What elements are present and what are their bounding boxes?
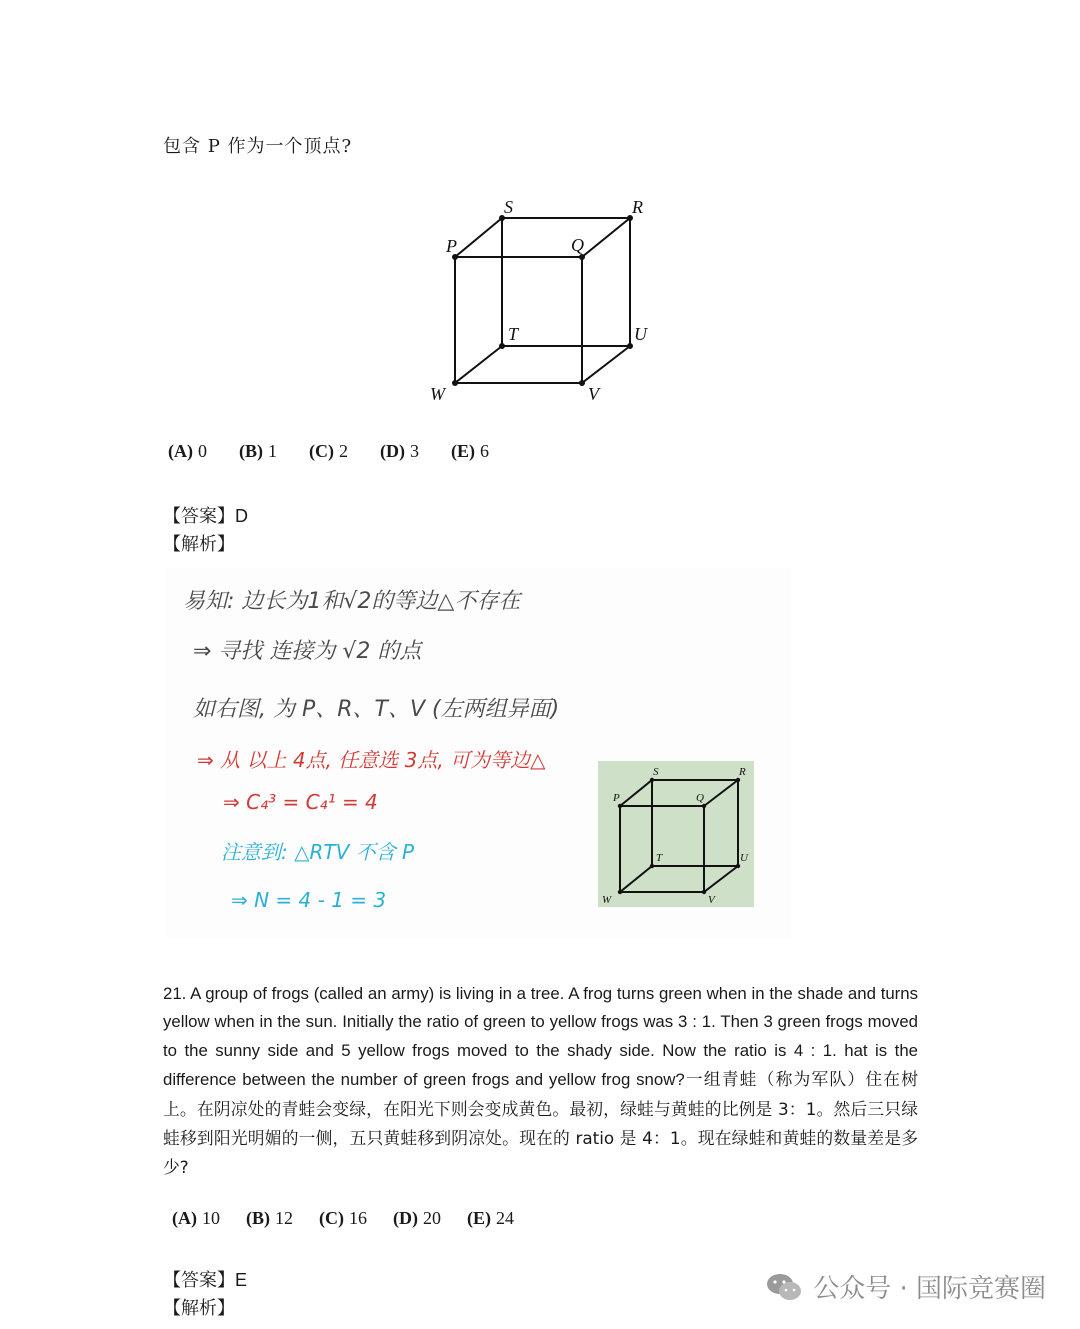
- cube-diagram: [420, 190, 660, 410]
- q21-answer: [163, 1266, 247, 1292]
- q20-analysis-label: 【解析】: [163, 534, 235, 555]
- small-label-w: W: [602, 894, 612, 906]
- q21-text-cn: 一组青蛙（称为军队）住在树上。在阴凉处的青蛙会变绿，在阳光下则会变成黄色。最初，绿蛙与黄蛙的比例是 3：1。然后三只绿蛙移到阳光明媚的一侧，五只黄蛙移到阴凉处。现在的 ratio 是 4：1。现在绿蛙和黄蛙的数量差是多少?: [163, 1069, 918, 1178]
- choice-c[interactable]: (C) 2: [309, 441, 348, 461]
- label-t: T: [508, 324, 519, 344]
- handwritten-solution: [165, 568, 791, 938]
- answer-label: 【答案】: [163, 506, 235, 527]
- note-line-3: 如右图, 为 P、R、T、V (左两组异面): [193, 697, 560, 722]
- wechat-icon: [765, 1272, 803, 1302]
- question-21-text: [163, 980, 918, 1183]
- small-label-r: R: [739, 766, 746, 778]
- q21-choices: [172, 1208, 540, 1229]
- note-line-4: ⇒ 从 以上 4点, 任意选 3点, 可为等边△: [197, 748, 546, 772]
- note-line-5: ⇒ C₄³ = C₄¹ = 4: [223, 790, 378, 814]
- small-label-q: Q: [696, 792, 704, 804]
- label-v: V: [588, 384, 599, 404]
- small-cube-diagram: [598, 761, 754, 907]
- watermark: [765, 1268, 1046, 1305]
- note-line-6: 注意到: △RTV 不含 P: [221, 840, 415, 864]
- label-w: W: [430, 384, 445, 404]
- choice-a[interactable]: (A) 0: [168, 441, 207, 461]
- vertex-w-dot: [452, 380, 458, 386]
- question-intro: 包含 P 作为一个顶点?: [163, 136, 353, 157]
- q21-choice-d[interactable]: (D) 20: [393, 1208, 441, 1228]
- q21-analysis-label: 【解析】: [163, 1298, 235, 1319]
- q21-text-en: 21. A group of frogs (called an army) is living in a tree. A frog turns green when in the shade and turns yellow when in the sun. Initially the ratio of green to yellow frogs was 3 : 1. Then 3 green frogs moved to the sunny side and 5 yellow frogs moved to the shady side. Now the ratio is 4 : 1. hat is the difference between the number of green frogs and yellow frog snow?: [163, 984, 918, 1090]
- q21-answer-label: 【答案】: [163, 1270, 235, 1291]
- choice-d[interactable]: (D) 3: [380, 441, 419, 461]
- q21-choice-a[interactable]: (A) 10: [172, 1208, 220, 1228]
- q20-choices: [168, 441, 521, 462]
- note-line-7: ⇒ N = 4 - 1 = 3: [231, 888, 387, 912]
- small-label-v: V: [708, 894, 715, 906]
- note-line-2: ⇒ 寻找 连接为 √2 的点: [193, 639, 422, 664]
- choice-e[interactable]: (E) 6: [451, 441, 489, 461]
- note-line-1: 易知: 边长为1和√2的等边△不存在: [183, 589, 521, 614]
- small-label-t: T: [656, 852, 663, 864]
- choice-b[interactable]: (B) 1: [239, 441, 277, 461]
- label-r: R: [632, 197, 643, 217]
- label-p: P: [446, 236, 457, 256]
- q20-answer: [163, 502, 248, 528]
- small-label-s: S: [653, 766, 659, 778]
- q21-choice-e[interactable]: (E) 24: [467, 1208, 514, 1228]
- answer-value: D: [235, 506, 248, 526]
- vertex-v-dot: [579, 380, 585, 386]
- vertex-t-dot: [499, 343, 505, 349]
- q21-choice-c[interactable]: (C) 16: [319, 1208, 367, 1228]
- small-label-u: U: [740, 852, 748, 864]
- q21-choice-b[interactable]: (B) 12: [246, 1208, 293, 1228]
- watermark-text: 公众号 · 国际竞赛圈: [813, 1274, 1046, 1304]
- vertex-u-dot: [627, 343, 633, 349]
- small-label-p: P: [613, 792, 620, 804]
- label-u: U: [634, 324, 647, 344]
- label-q: Q: [571, 235, 584, 255]
- q21-answer-value: E: [235, 1270, 248, 1290]
- label-s: S: [504, 197, 513, 217]
